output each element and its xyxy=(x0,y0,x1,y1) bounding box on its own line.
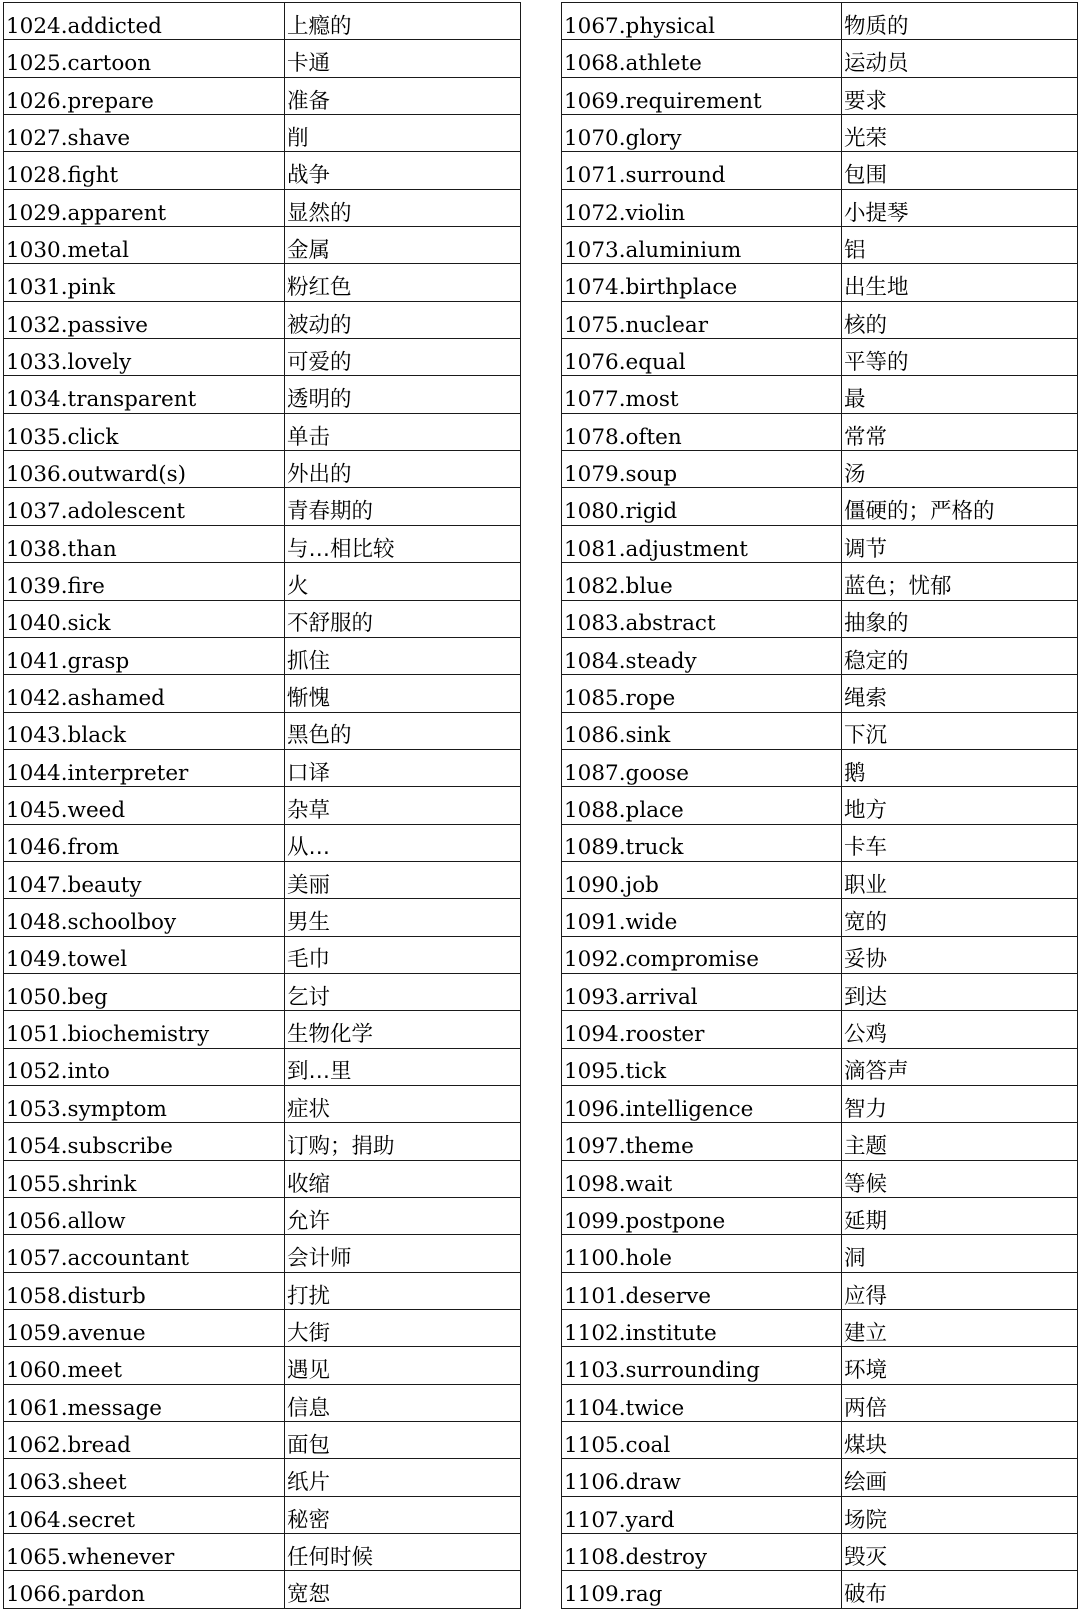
table-row xyxy=(562,1160,1078,1197)
table-row xyxy=(4,1123,521,1160)
vocab-word: 1040.sick xyxy=(4,600,285,637)
vocab-word: 1056.allow xyxy=(4,1198,285,1235)
table-row xyxy=(562,1011,1078,1048)
vocab-translation: 物质的 xyxy=(842,3,1078,40)
table-row xyxy=(562,1459,1078,1496)
vocab-table-left-body xyxy=(4,3,521,1609)
table-row xyxy=(562,973,1078,1010)
vocab-word: 1079.soup xyxy=(562,451,842,488)
vocab-word: 1091.wide xyxy=(562,899,842,936)
vocab-word: 1031.pink xyxy=(4,264,285,301)
vocab-translation: 面包 xyxy=(285,1422,521,1459)
vocab-translation: 等候 xyxy=(842,1160,1078,1197)
vocab-word: 1065.whenever xyxy=(4,1534,285,1571)
vocab-translation: 杂草 xyxy=(285,787,521,824)
vocab-translation: 削 xyxy=(285,115,521,152)
vocab-word: 1024.addicted xyxy=(4,3,285,40)
table-row xyxy=(4,973,521,1010)
vocab-translation: 运动员 xyxy=(842,40,1078,77)
vocab-word: 1104.twice xyxy=(562,1384,842,1421)
vocab-translation: 包围 xyxy=(842,152,1078,189)
vocab-translation: 青春期的 xyxy=(285,488,521,525)
vocab-word: 1035.click xyxy=(4,413,285,450)
vocab-word: 1046.from xyxy=(4,824,285,861)
vocab-word: 1102.institute xyxy=(562,1310,842,1347)
vocab-translation: 环境 xyxy=(842,1347,1078,1384)
vocab-translation: 粉红色 xyxy=(285,264,521,301)
vocab-translation: 惭愧 xyxy=(285,675,521,712)
table-row xyxy=(562,264,1078,301)
table-row xyxy=(4,115,521,152)
vocab-translation: 与…相比较 xyxy=(285,525,521,562)
table-row xyxy=(562,1496,1078,1533)
vocab-translation: 抽象的 xyxy=(842,600,1078,637)
vocab-translation: 被动的 xyxy=(285,301,521,338)
vocab-word: 1109.rag xyxy=(562,1571,842,1608)
table-row xyxy=(562,1571,1078,1608)
vocab-word: 1081.adjustment xyxy=(562,525,842,562)
table-row xyxy=(562,712,1078,749)
vocab-translation: 铝 xyxy=(842,227,1078,264)
vocab-word: 1058.disturb xyxy=(4,1272,285,1309)
table-row xyxy=(4,1310,521,1347)
vocab-translation: 火 xyxy=(285,563,521,600)
table-row xyxy=(562,301,1078,338)
vocab-translation: 常常 xyxy=(842,413,1078,450)
vocab-translation: 职业 xyxy=(842,861,1078,898)
table-row xyxy=(4,301,521,338)
vocab-word: 1047.beauty xyxy=(4,861,285,898)
table-row xyxy=(4,675,521,712)
vocab-translation: 抓住 xyxy=(285,637,521,674)
vocab-word: 1048.schoolboy xyxy=(4,899,285,936)
vocab-translation: 毛巾 xyxy=(285,936,521,973)
vocab-translation: 到…里 xyxy=(285,1048,521,1085)
table-row xyxy=(562,824,1078,861)
vocab-word: 1085.rope xyxy=(562,675,842,712)
table-row xyxy=(4,1571,521,1608)
vocab-translation: 建立 xyxy=(842,1310,1078,1347)
vocab-translation: 大街 xyxy=(285,1310,521,1347)
table-row xyxy=(4,152,521,189)
table-row xyxy=(562,376,1078,413)
vocab-word: 1027.shave xyxy=(4,115,285,152)
vocab-translation: 滴答声 xyxy=(842,1048,1078,1085)
table-row xyxy=(4,1198,521,1235)
table-row xyxy=(4,77,521,114)
table-row xyxy=(4,936,521,973)
table-row xyxy=(4,637,521,674)
vocab-translation: 最 xyxy=(842,376,1078,413)
vocab-translation: 煤块 xyxy=(842,1422,1078,1459)
vocab-word: 1069.requirement xyxy=(562,77,842,114)
vocab-word: 1073.aluminium xyxy=(562,227,842,264)
vocab-word: 1049.towel xyxy=(4,936,285,973)
table-row xyxy=(562,787,1078,824)
vocab-translation: 单击 xyxy=(285,413,521,450)
vocab-translation: 平等的 xyxy=(842,339,1078,376)
table-row xyxy=(4,525,521,562)
vocab-translation: 出生地 xyxy=(842,264,1078,301)
vocab-translation: 症状 xyxy=(285,1085,521,1122)
vocab-word: 1050.beg xyxy=(4,973,285,1010)
vocab-translation: 订购；捐助 xyxy=(285,1123,521,1160)
table-row xyxy=(562,152,1078,189)
vocab-translation: 妥协 xyxy=(842,936,1078,973)
table-row xyxy=(562,1310,1078,1347)
vocab-translation: 可爱的 xyxy=(285,339,521,376)
table-row xyxy=(562,227,1078,264)
table-row xyxy=(4,824,521,861)
table-row xyxy=(562,637,1078,674)
table-row xyxy=(562,339,1078,376)
vocab-word: 1041.grasp xyxy=(4,637,285,674)
vocab-word: 1103.surrounding xyxy=(562,1347,842,1384)
vocab-word: 1090.job xyxy=(562,861,842,898)
vocab-word: 1099.postpone xyxy=(562,1198,842,1235)
table-row xyxy=(562,1384,1078,1421)
vocab-translation: 男生 xyxy=(285,899,521,936)
table-row xyxy=(4,861,521,898)
vocab-translation: 绳索 xyxy=(842,675,1078,712)
table-row xyxy=(4,451,521,488)
table-row xyxy=(4,1048,521,1085)
vocab-translation: 信息 xyxy=(285,1384,521,1421)
table-row xyxy=(562,525,1078,562)
vocab-word: 1088.place xyxy=(562,787,842,824)
table-row xyxy=(4,1160,521,1197)
table-row xyxy=(4,3,521,40)
table-row xyxy=(4,1422,521,1459)
table-row xyxy=(562,1272,1078,1309)
vocab-word: 1038.than xyxy=(4,525,285,562)
vocab-translation: 显然的 xyxy=(285,189,521,226)
vocab-translation: 秘密 xyxy=(285,1496,521,1533)
table-row xyxy=(562,3,1078,40)
vocab-translation: 汤 xyxy=(842,451,1078,488)
vocab-word: 1107.yard xyxy=(562,1496,842,1533)
table-row xyxy=(4,189,521,226)
vocab-word: 1098.wait xyxy=(562,1160,842,1197)
vocab-translation: 卡车 xyxy=(842,824,1078,861)
vocab-word: 1062.bread xyxy=(4,1422,285,1459)
table-row xyxy=(562,936,1078,973)
vocab-word: 1026.prepare xyxy=(4,77,285,114)
table-row xyxy=(562,861,1078,898)
vocab-translation: 外出的 xyxy=(285,451,521,488)
table-row xyxy=(562,1534,1078,1571)
vocab-word: 1082.blue xyxy=(562,563,842,600)
vocab-word: 1054.subscribe xyxy=(4,1123,285,1160)
vocab-translation: 允许 xyxy=(285,1198,521,1235)
vocab-word: 1072.violin xyxy=(562,189,842,226)
vocab-word: 1059.avenue xyxy=(4,1310,285,1347)
table-row xyxy=(4,1459,521,1496)
table-row xyxy=(4,488,521,525)
vocab-translation: 场院 xyxy=(842,1496,1078,1533)
vocab-translation: 鹅 xyxy=(842,749,1078,786)
table-row xyxy=(4,1011,521,1048)
vocab-word: 1060.meet xyxy=(4,1347,285,1384)
table-row xyxy=(562,563,1078,600)
vocab-translation: 卡通 xyxy=(285,40,521,77)
vocab-word: 1052.into xyxy=(4,1048,285,1085)
table-row xyxy=(4,339,521,376)
vocab-translation: 毁灭 xyxy=(842,1534,1078,1571)
vocab-translation: 公鸡 xyxy=(842,1011,1078,1048)
vocab-word: 1066.pardon xyxy=(4,1571,285,1608)
vocab-translation: 调节 xyxy=(842,525,1078,562)
table-row xyxy=(562,488,1078,525)
vocab-translation: 绘画 xyxy=(842,1459,1078,1496)
vocab-word: 1042.ashamed xyxy=(4,675,285,712)
table-row xyxy=(562,1085,1078,1122)
table-row xyxy=(4,264,521,301)
table-row xyxy=(4,1272,521,1309)
vocab-word: 1080.rigid xyxy=(562,488,842,525)
vocab-word: 1032.passive xyxy=(4,301,285,338)
table-row xyxy=(562,451,1078,488)
vocab-word: 1087.goose xyxy=(562,749,842,786)
vocab-word: 1071.surround xyxy=(562,152,842,189)
vocab-word: 1078.often xyxy=(562,413,842,450)
table-row xyxy=(562,1235,1078,1272)
vocab-translation: 金属 xyxy=(285,227,521,264)
vocab-translation: 稳定的 xyxy=(842,637,1078,674)
vocab-word: 1044.interpreter xyxy=(4,749,285,786)
vocab-word: 1025.cartoon xyxy=(4,40,285,77)
vocab-word: 1075.nuclear xyxy=(562,301,842,338)
vocab-word: 1076.equal xyxy=(562,339,842,376)
vocab-word: 1045.weed xyxy=(4,787,285,824)
table-row xyxy=(4,1085,521,1122)
vocab-word: 1057.accountant xyxy=(4,1235,285,1272)
vocab-word: 1053.symptom xyxy=(4,1085,285,1122)
vocab-word: 1063.sheet xyxy=(4,1459,285,1496)
table-row xyxy=(562,40,1078,77)
vocab-translation: 纸片 xyxy=(285,1459,521,1496)
table-row xyxy=(4,413,521,450)
table-row xyxy=(562,899,1078,936)
vocab-translation: 要求 xyxy=(842,77,1078,114)
vocab-translation: 不舒服的 xyxy=(285,600,521,637)
vocab-word: 1030.metal xyxy=(4,227,285,264)
vocab-word: 1086.sink xyxy=(562,712,842,749)
table-row xyxy=(4,376,521,413)
table-row xyxy=(562,675,1078,712)
vocab-word: 1074.birthplace xyxy=(562,264,842,301)
table-row xyxy=(562,189,1078,226)
vocab-translation: 任何时候 xyxy=(285,1534,521,1571)
vocab-translation: 核的 xyxy=(842,301,1078,338)
vocab-table-left xyxy=(3,2,521,1609)
table-row xyxy=(562,1347,1078,1384)
vocab-translation: 应得 xyxy=(842,1272,1078,1309)
vocab-translation: 宽的 xyxy=(842,899,1078,936)
vocab-translation: 遇见 xyxy=(285,1347,521,1384)
vocab-translation: 下沉 xyxy=(842,712,1078,749)
table-row xyxy=(562,1123,1078,1160)
vocab-word: 1055.shrink xyxy=(4,1160,285,1197)
vocab-word: 1028.fight xyxy=(4,152,285,189)
vocab-translation: 黑色的 xyxy=(285,712,521,749)
table-row xyxy=(562,749,1078,786)
vocab-word: 1097.theme xyxy=(562,1123,842,1160)
vocab-word: 1101.deserve xyxy=(562,1272,842,1309)
table-row xyxy=(4,1496,521,1533)
table-row xyxy=(4,40,521,77)
vocab-word: 1108.destroy xyxy=(562,1534,842,1571)
vocab-translation: 从… xyxy=(285,824,521,861)
vocab-translation: 宽恕 xyxy=(285,1571,521,1608)
table-row xyxy=(562,413,1078,450)
vocab-word: 1064.secret xyxy=(4,1496,285,1533)
vocab-translation: 乞讨 xyxy=(285,973,521,1010)
vocab-translation: 到达 xyxy=(842,973,1078,1010)
vocab-translation: 地方 xyxy=(842,787,1078,824)
vocab-translation: 破布 xyxy=(842,1571,1078,1608)
vocab-translation: 生物化学 xyxy=(285,1011,521,1048)
vocab-translation: 收缩 xyxy=(285,1160,521,1197)
table-row xyxy=(4,1534,521,1571)
vocab-word: 1037.adolescent xyxy=(4,488,285,525)
vocab-translation: 光荣 xyxy=(842,115,1078,152)
table-row xyxy=(4,899,521,936)
vocab-word: 1106.draw xyxy=(562,1459,842,1496)
vocab-word: 1096.intelligence xyxy=(562,1085,842,1122)
table-row xyxy=(4,227,521,264)
vocab-word: 1095.tick xyxy=(562,1048,842,1085)
vocab-word: 1034.transparent xyxy=(4,376,285,413)
vocab-word: 1029.apparent xyxy=(4,189,285,226)
table-row xyxy=(4,712,521,749)
vocab-translation: 主题 xyxy=(842,1123,1078,1160)
vocab-translation: 透明的 xyxy=(285,376,521,413)
vocab-word: 1070.glory xyxy=(562,115,842,152)
vocab-word: 1083.abstract xyxy=(562,600,842,637)
vocab-word: 1105.coal xyxy=(562,1422,842,1459)
vocab-translation: 延期 xyxy=(842,1198,1078,1235)
vocab-word: 1033.lovely xyxy=(4,339,285,376)
vocab-word: 1093.arrival xyxy=(562,973,842,1010)
table-row xyxy=(562,1422,1078,1459)
vocab-word: 1092.compromise xyxy=(562,936,842,973)
vocab-word: 1100.hole xyxy=(562,1235,842,1272)
table-row xyxy=(562,1048,1078,1085)
vocab-word: 1084.steady xyxy=(562,637,842,674)
vocab-word: 1043.black xyxy=(4,712,285,749)
vocab-translation: 智力 xyxy=(842,1085,1078,1122)
vocab-translation: 上瘾的 xyxy=(285,3,521,40)
table-row xyxy=(562,600,1078,637)
vocab-translation: 小提琴 xyxy=(842,189,1078,226)
table-row xyxy=(4,1235,521,1272)
vocab-word: 1089.truck xyxy=(562,824,842,861)
vocab-table-right xyxy=(561,2,1078,1609)
vocab-word: 1067.physical xyxy=(562,3,842,40)
table-row xyxy=(4,563,521,600)
vocab-translation: 打扰 xyxy=(285,1272,521,1309)
table-row xyxy=(562,115,1078,152)
vocab-translation: 美丽 xyxy=(285,861,521,898)
vocab-word: 1068.athlete xyxy=(562,40,842,77)
table-row xyxy=(4,749,521,786)
table-row xyxy=(4,787,521,824)
vocab-word: 1039.fire xyxy=(4,563,285,600)
vocab-table-right-body xyxy=(562,3,1078,1609)
vocab-word: 1061.message xyxy=(4,1384,285,1421)
vocab-translation: 会计师 xyxy=(285,1235,521,1272)
table-row xyxy=(4,1384,521,1421)
vocab-translation: 两倍 xyxy=(842,1384,1078,1421)
table-row xyxy=(4,1347,521,1384)
vocab-word: 1094.rooster xyxy=(562,1011,842,1048)
table-row xyxy=(562,1198,1078,1235)
vocab-translation: 准备 xyxy=(285,77,521,114)
vocab-word: 1036.outward(s) xyxy=(4,451,285,488)
vocab-word: 1077.most xyxy=(562,376,842,413)
vocab-translation: 战争 xyxy=(285,152,521,189)
vocab-translation: 口译 xyxy=(285,749,521,786)
table-row xyxy=(4,600,521,637)
vocab-translation: 洞 xyxy=(842,1235,1078,1272)
table-row xyxy=(562,77,1078,114)
vocab-translation: 蓝色；忧郁 xyxy=(842,563,1078,600)
vocab-word: 1051.biochemistry xyxy=(4,1011,285,1048)
vocab-translation: 僵硬的；严格的 xyxy=(842,488,1078,525)
